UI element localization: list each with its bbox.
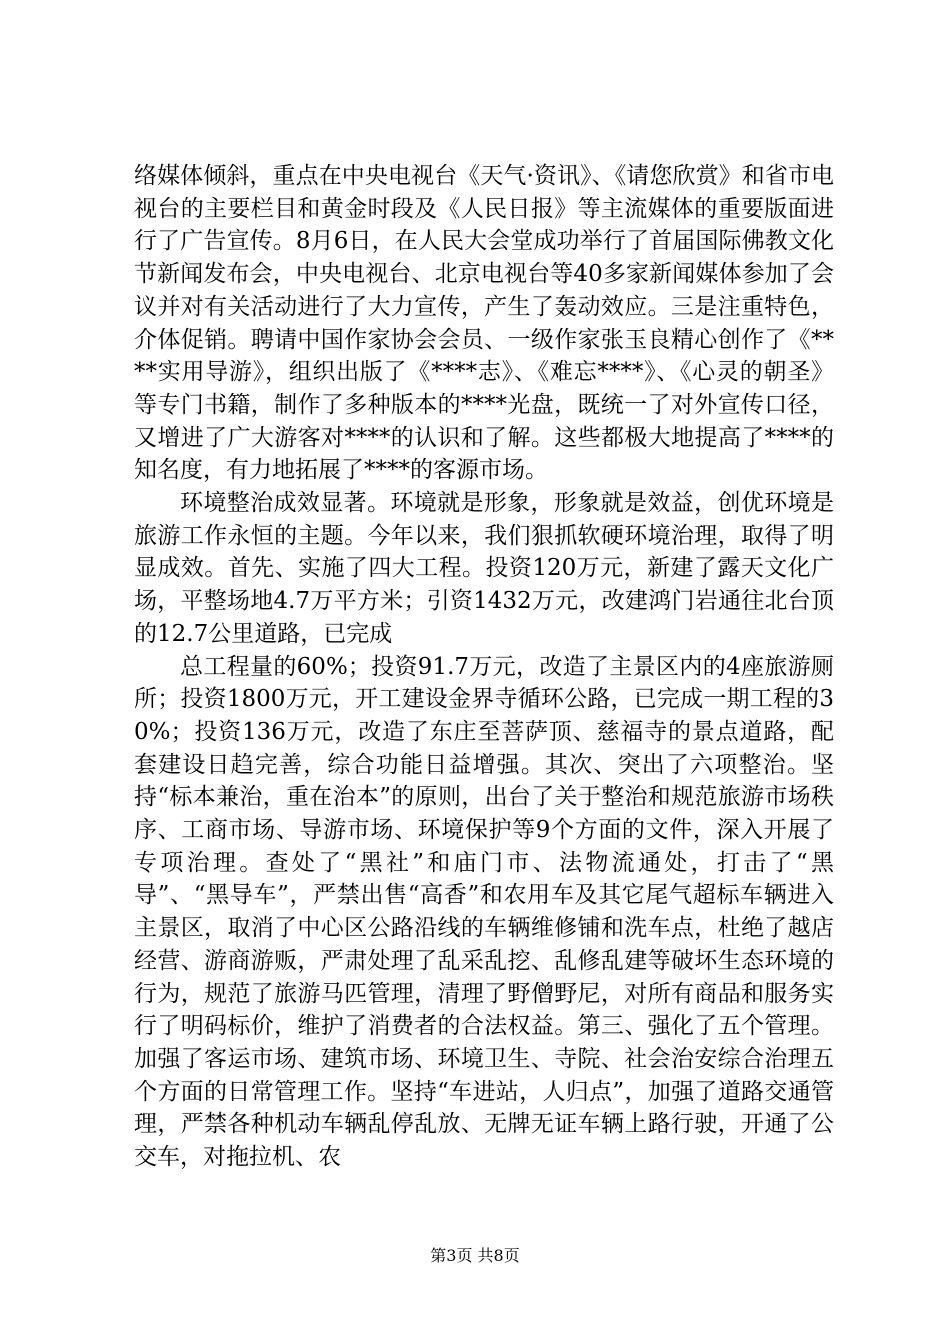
paragraph-2: 环境整治成效显著。环境就是形象，形象就是效益，创优环境是旅游工作永恒的主题。今年以来，我们狠抓软硬环境治理，取得了明显成效。首先、实施了四大工程。投资120万元，新建了露天文化广场，平整场地4.7万平方米；引资1432万元，改建鸿门岩通往北台顶的12.7公里道路，已完成 (134, 490, 834, 647)
body-text (134, 160, 834, 1174)
paragraph-1: 络媒体倾斜，重点在中央电视台《天气·资讯》、《请您欣赏》和省市电视台的主要栏目和黄金时段及《人民日报》等主流媒体的重要版面进行了广告宣传。8月6日，在人民大会堂成功举行了首届国际佛教文化节新闻发布会，中央电视台、北京电视台等40多家新闻媒体参加了会议并对有关活动进行了大力宣传，产生了轰动效应。三是注重特色，介体促销。聘请中国作家协会会员、一级作家张玉良精心创作了《****实用导游》，组织出版了《****志》、《难忘****》、《心灵的朝圣》等专门书籍，制作了多种版本的****光盘，既统一了对外宣传口径，又增进了广大游客对****的认识和了解。这些都极大地提高了****的知名度，有力地拓展了****的客源市场。 (134, 163, 834, 484)
page-number-footer: 第3页 共8页 (430, 1246, 520, 1265)
paragraph-3: 总工程量的60%；投资91.7万元，改造了主景区内的4座旅游厕所；投资1800万元，开工建设金界寺循环公路，已完成一期工程的30%；投资136万元，改造了东庄至菩萨顶、慈福寺的景点道路，配套建设日趋完善，综合功能日益增强。其次、突出了六项整治。坚持“标本兼治，重在治本”的原则，出台了关于整治和规范旅游市场秩序、工商市场、导游市场、环境保护等9个方面的文件，深入开展了专项治理。查处了“黑社”和庙门市、法物流通处，打击了“黑导”、“黑导车”，严禁出售“高香”和农用车及其它尾气超标车辆进入主景区，取消了中心区公路沿线的车辆维修铺和洗车点，杜绝了越店经营、游商游贩，严肃处理了乱采乱挖、乱修乱建等破坏生态环境的行为，规范了旅游马匹管理，清理了野僧野尼，对所有商品和服务实行了明码标价，维护了消费者的合法权益。第三、强化了五个管理。加强了客运市场、建筑市场、环境卫生、寺院、社会治安综合治理五个方面的日常管理工作。坚持“车进站，人归点”，加强了道路交通管理，严禁各种机动车辆乱停乱放、无牌无证车辆上路行驶，开通了公交车，对拖拉机、农 (134, 653, 834, 1171)
